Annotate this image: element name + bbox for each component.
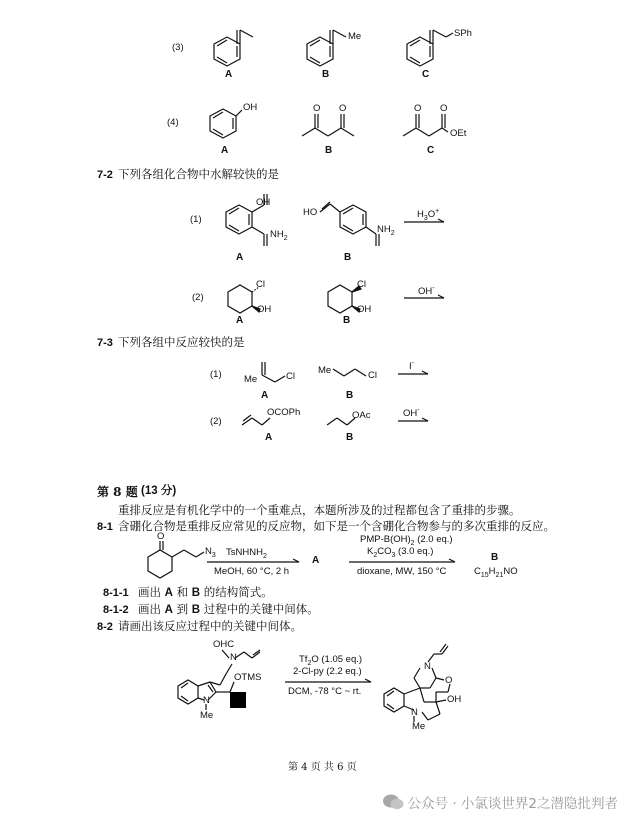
watermark-text: 公众号 · 小氯谈世界2之潜隐批判者 (407, 796, 618, 812)
question-number: 8-2 (97, 621, 113, 633)
substituent-cl: Cl (256, 279, 265, 290)
part-number: (2) (192, 292, 204, 303)
substituent-cl: Cl (368, 370, 377, 381)
substituent-nh2: $NH_2$ (270, 229, 288, 242)
part-number: (4) (167, 117, 179, 128)
question-number: 7-2 (97, 169, 113, 181)
substituent-oac: OAc (352, 410, 371, 421)
compound-label-b: B (343, 315, 351, 326)
reagent-label: $H_3O^+$ (417, 208, 440, 223)
reagent-label: I- (409, 360, 414, 373)
compound-label-b: B (325, 145, 333, 156)
substituent-nh2: $NH_2$ (377, 224, 395, 237)
section-title: 第 8 题 (97, 485, 138, 499)
substituent-oh: OH (243, 102, 258, 113)
substituent-n3: $N_3$ (205, 546, 216, 559)
atom-nitrogen: N (411, 707, 418, 718)
acetylacetone-structure (297, 100, 367, 144)
substituent-otms: OTMS (234, 672, 262, 683)
svg-text:O: O (414, 103, 422, 114)
formyl-group: OHC (213, 639, 235, 650)
compound-label-a: A (312, 555, 320, 566)
propiophenone-structure (293, 22, 373, 78)
compound-label-b: B (346, 432, 354, 443)
substituent-oh: OH (357, 304, 372, 315)
compound-label-c: C (422, 69, 430, 80)
substituent-cl: Cl (286, 371, 295, 382)
compound-label-a: A (225, 69, 233, 80)
compound-label-c: C (427, 145, 435, 156)
substituent-oet: OEt (450, 128, 467, 139)
reagent-line: $Tf_2O$ (1.05 eq.) (299, 654, 363, 667)
section-score: (13 分) (141, 485, 177, 497)
compound-label-a: A (265, 432, 273, 443)
reagent-line: 2-Cl-py (2.2 eq.) (293, 666, 362, 677)
question-text: 含硼化合物是重排反应常见的反应物，如下是一个含硼化合物参与的多次重排的反应。 (118, 519, 555, 533)
compound-label-b: B (344, 252, 352, 263)
page-footer: 第 4 页 共 6 页 (288, 762, 357, 773)
part-number: (2) (210, 416, 222, 427)
question-text: 下列各组中反应较快的是 (118, 335, 245, 349)
compound-label-b: B (491, 552, 499, 563)
atom-oxygen: O (157, 531, 165, 542)
compound-label-b: B (322, 69, 330, 80)
reaction-arrow (207, 558, 305, 566)
atom-nitrogen: N (203, 695, 210, 706)
atom-nitrogen: N (424, 661, 431, 672)
subquestion-number: 8-1-1 (103, 587, 129, 599)
part-number: (1) (210, 369, 222, 380)
indole-starting-material-structure (172, 640, 282, 730)
atom-oxygen: O (445, 675, 453, 686)
reaction-arrow (285, 678, 377, 686)
chat-bubble-icon (382, 793, 404, 811)
section-intro: 重排反应是有机化学中的一个重难点，本题所涉及的过程都包含了重排的步骤。 (118, 503, 521, 517)
compound-label-a: A (236, 315, 244, 326)
reagent-line: $K_2CO_3$ (3.0 eq.) (367, 546, 434, 559)
substituent-me: Me (244, 374, 258, 385)
question-number: 8-1 (97, 521, 113, 533)
reagent-label: OH- (418, 285, 435, 298)
reaction-arrow (398, 417, 434, 425)
substituent-me: Me (318, 365, 332, 376)
part-number: (1) (190, 214, 202, 225)
substituent-ho: HO (303, 207, 318, 218)
reaction-arrow (398, 370, 434, 378)
question-text: 下列各组化合物中水解较快的是 (118, 167, 279, 181)
reaction-arrow (404, 218, 450, 226)
substituent-me: Me (348, 31, 362, 42)
substituent-sph: SPh (454, 28, 472, 39)
compound-label-a: A (261, 390, 269, 401)
substituent-ocoph: OCOPh (267, 407, 301, 418)
condition-line: MeOH, 60 °C, 2 h (214, 566, 290, 577)
reagent-line: TsNHNH$_2$ (226, 547, 267, 560)
watermark (382, 792, 618, 812)
condition-line: dioxane, MW, 150 °C (357, 566, 447, 577)
compound-label-a: A (221, 145, 229, 156)
chloroacetone-structure (247, 355, 307, 391)
question-text: 请画出该反应过程中的关键中间体。 (118, 619, 302, 633)
phthalamic-acid-structure (212, 190, 287, 260)
substituent-oh: OH (257, 304, 272, 315)
atom-nitrogen: N (230, 652, 237, 663)
molecular-formula: $C_{15}H_{21}NO$ (474, 566, 518, 579)
substituent-oh: OH (256, 197, 271, 208)
substituent-me: Me (200, 710, 214, 721)
reaction-arrow (404, 294, 450, 302)
condition-line: DCM, -78 °C ~ rt. (288, 686, 362, 697)
compound-label-a: A (236, 252, 244, 263)
svg-text:O: O (440, 103, 448, 114)
substituent-oh: OH (447, 694, 462, 705)
reaction-arrow (349, 558, 461, 566)
question-number: 7-3 (97, 337, 113, 349)
reagent-label: OH- (403, 407, 420, 420)
svg-text:O: O (313, 103, 321, 114)
compound-label-b: B (346, 390, 354, 401)
subquestion-number: 8-1-2 (103, 604, 129, 616)
subquestion-text: 画出 A 到 B 过程中的关键中间体。 (138, 602, 319, 616)
substituent-me: Me (412, 721, 426, 732)
substituent-cl: Cl (357, 279, 366, 290)
svg-text:O: O (339, 103, 347, 114)
reagent-line: PMP-$B(OH)_2$ (2.0 eq.) (360, 534, 453, 547)
part-number: (3) (172, 42, 184, 53)
polycyclic-product-structure (378, 640, 498, 730)
subquestion-text: 画出 A 和 B 的结构简式。 (138, 585, 273, 599)
terephthalamic-acid-structure (312, 190, 412, 260)
